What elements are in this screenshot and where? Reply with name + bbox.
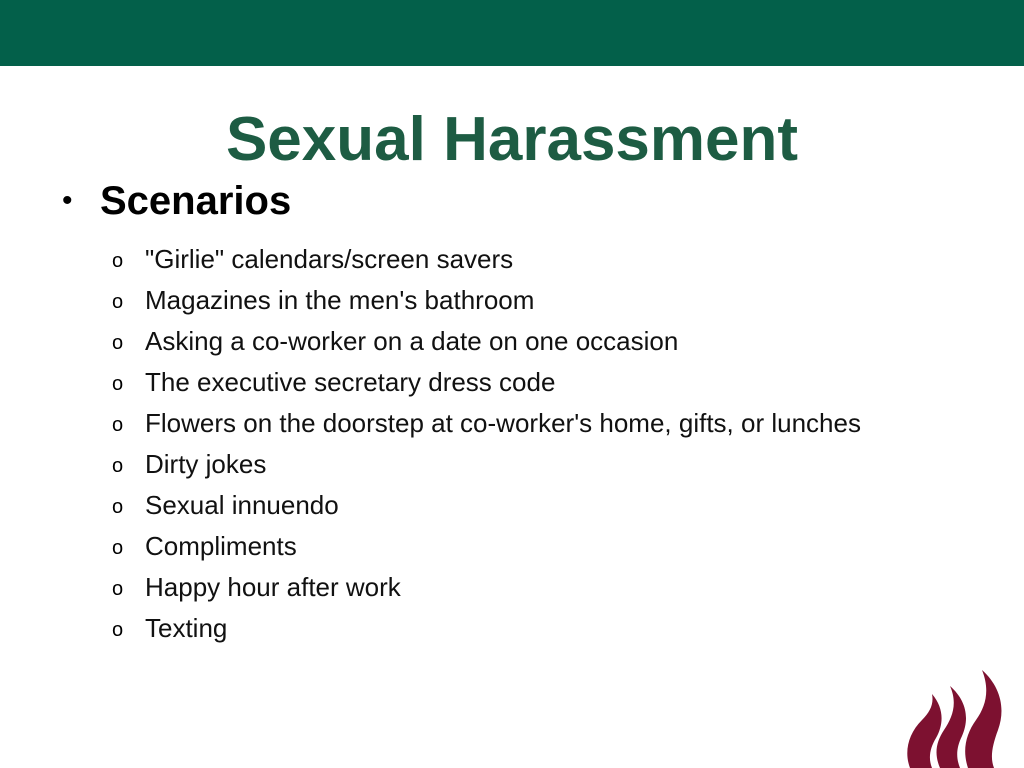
- list-bullet: o: [112, 414, 124, 436]
- slide-title: Sexual Harassment: [225, 105, 799, 174]
- list-item: [112, 403, 861, 444]
- list-item-text: Magazines in the men's bathroom: [145, 285, 535, 315]
- list-bullet: o: [112, 619, 124, 641]
- section-label: Scenarios: [100, 179, 292, 223]
- flame-logo-icon: [900, 664, 1010, 768]
- list-bullet: o: [112, 332, 124, 354]
- list-item: [112, 526, 861, 567]
- list-item: [112, 321, 861, 362]
- list-item: [112, 239, 861, 280]
- list-item-text: Texting: [145, 613, 228, 643]
- section-heading: [62, 176, 291, 226]
- list-bullet: o: [112, 537, 124, 559]
- list-bullet: o: [112, 291, 124, 313]
- list-item: [112, 485, 861, 526]
- list-item-text: The executive secretary dress code: [145, 367, 556, 397]
- list-item-text: "Girlie" calendars/screen savers: [145, 244, 514, 274]
- list-item-text: Dirty jokes: [145, 449, 267, 479]
- flame-left-icon: [907, 694, 941, 768]
- list-bullet: o: [112, 250, 124, 272]
- list-bullet: o: [112, 373, 124, 395]
- list-item-text: Sexual innuendo: [145, 490, 339, 520]
- list-item-text: Asking a co-worker on a date on one occasion: [145, 326, 679, 356]
- list-bullet: o: [112, 578, 124, 600]
- flame-middle-icon: [937, 686, 966, 768]
- list-item: [112, 444, 861, 485]
- list-item: [112, 362, 861, 403]
- list-item: [112, 280, 861, 321]
- list-item-text: Flowers on the doorstep at co-worker's home, gifts, or lunches: [145, 408, 861, 438]
- header-band: [0, 0, 1024, 66]
- list-bullet: o: [112, 496, 124, 518]
- list-bullet: o: [112, 455, 124, 477]
- flame-right-icon: [965, 670, 1001, 768]
- section-bullet: •: [62, 184, 73, 217]
- list-item-text: Happy hour after work: [145, 572, 401, 602]
- scenario-list: [112, 239, 861, 649]
- list-item: [112, 608, 861, 649]
- list-item-text: Compliments: [145, 531, 297, 561]
- list-item: [112, 567, 861, 608]
